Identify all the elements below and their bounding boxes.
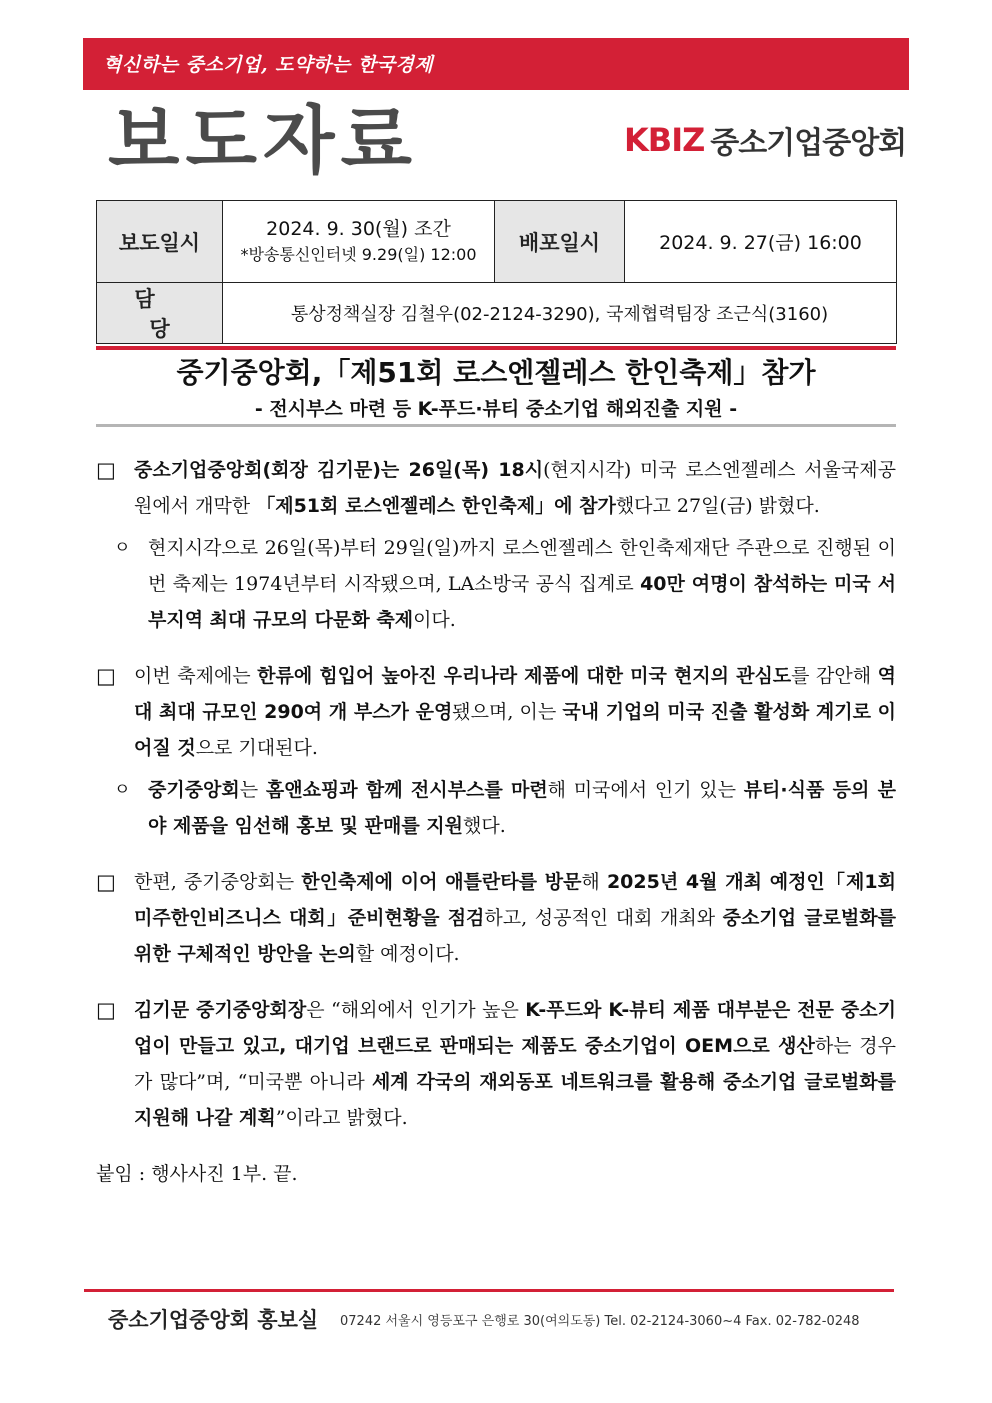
body-text: 이다. xyxy=(413,609,456,631)
slogan-banner xyxy=(83,38,909,90)
paragraph-2-text xyxy=(134,665,896,759)
body-text: 은 “해외에서 인기가 높은 xyxy=(306,999,526,1021)
distribution-date: 2024. 9. 27(금) 16:00 xyxy=(625,201,897,283)
emphasis-text: 한류에 힘입어 높아진 우리나라 제품에 대한 미국 현지의 관심도 xyxy=(257,665,792,687)
kbiz-logo-org: 중소기업중앙회 xyxy=(710,126,907,161)
paragraph-1-text xyxy=(134,459,896,517)
paragraph-2-sub-text xyxy=(148,779,896,837)
kbiz-logo xyxy=(624,118,906,162)
paragraph-1-sub-text xyxy=(148,537,896,631)
body-text: ”이라고 밝혔다. xyxy=(275,1107,408,1129)
emphasis-text: 중소기업 글로벌화를 위한 구체적인 방안을 논의 xyxy=(134,907,896,965)
appendix-note: 붙임 : 행사사진 1부. 끝. xyxy=(96,1163,298,1185)
footer-org: 중소기업중앙회 홍보실 xyxy=(108,1308,319,1332)
contact-label-cell xyxy=(97,283,223,344)
emphasis-text: 중기중앙회 xyxy=(148,779,240,801)
emphasis-text: 세계 각국의 재외동포 네트워크를 활용해 중소기업 글로벌화를 지원해 나갈 계획 xyxy=(134,1071,896,1129)
body-text: 한편, 중기중앙회는 xyxy=(134,871,302,893)
release-date: 2024. 9. 30(월) 조간 xyxy=(266,217,451,240)
document-title: 보도자료 xyxy=(108,98,418,184)
body-text: 됐으며, 이는 xyxy=(452,701,563,723)
body-text: 현지시각으로 26일(목)부터 29일(일)까지 로스엔젤레스 한인축제재단 주관으로 진행된 이번 축제는 1974년부터 시작됐으며, LA소방국 공식 집계로 xyxy=(148,537,896,595)
emphasis-text: 김기문 중기중앙회장 xyxy=(134,999,307,1021)
release-date-cell xyxy=(223,201,495,283)
headline: 중기중앙회,「제51회 로스엔젤레스 한인축제」참가 xyxy=(176,356,816,389)
body-text: 했다고 27일(금) 밝혔다. xyxy=(615,495,820,517)
paragraph-2-sub xyxy=(96,772,896,844)
release-broadcast-date: *방송통신인터넷 9.29(일) 12:00 xyxy=(240,244,477,264)
emphasis-text: 한인축제에 이어 애틀란타를 방문 xyxy=(301,871,582,893)
emphasis-text: 홈앤쇼핑과 함께 전시부스를 마련 xyxy=(265,779,548,801)
emphasis-text: K-푸드와 K-뷰티 제품 대부분은 전문 중소기업이 만들고 있고, 대기업 브랜드로 판매되는 제품도 중소기업이 OEM으로 생산 xyxy=(134,999,896,1057)
body-text: (현지시각) 미국 로스엔젤레스 서울국제공원에서 개막한 xyxy=(134,459,896,517)
square-bullet-icon: □ xyxy=(96,870,116,894)
contact-label: 담 당 xyxy=(134,287,200,341)
body-text: 해 미국에서 인기 있는 xyxy=(547,779,744,801)
square-bullet-icon: □ xyxy=(96,664,116,688)
emphasis-text: 뷰티·식품 등의 분야 제품을 임선해 홍보 및 판매를 지원 xyxy=(148,779,896,837)
body-text: 를 감안해 xyxy=(791,665,878,687)
release-date-label: 보도일시 xyxy=(97,201,223,283)
headline-bottom-rule xyxy=(96,424,896,427)
emphasis-text: 2025년 4월 개최 예정인「제1회 미주한인비즈니스 대회」준비현황을 점검 xyxy=(134,871,896,929)
circle-bullet-icon: ㅇ xyxy=(114,780,131,800)
body-text: 했다. xyxy=(463,815,506,837)
emphasis-text: 역대 최대 규모인 290여 개 부스가 운영 xyxy=(134,665,896,723)
paragraph-3-text xyxy=(134,871,896,965)
circle-bullet-icon: ㅇ xyxy=(114,538,131,558)
body-text: 는 xyxy=(239,779,266,801)
footer-rule xyxy=(84,1289,894,1292)
article-body xyxy=(96,452,896,1192)
body-text: 해 xyxy=(581,871,607,893)
body-text: 으로 기대된다. xyxy=(195,737,318,759)
paragraph-4-text xyxy=(134,999,896,1129)
square-bullet-icon: □ xyxy=(96,998,116,1022)
body-text: 할 예정이다. xyxy=(355,943,460,965)
body-text: 이번 축제에는 xyxy=(134,665,258,687)
kbiz-logo-mark: KBIZ xyxy=(624,121,705,159)
paragraph-2 xyxy=(96,658,896,766)
square-bullet-icon: □ xyxy=(96,458,116,482)
body-text: 하는 경우가 많다”며, “미국뿐 아니라 xyxy=(134,1035,896,1093)
paragraph-1-sub xyxy=(96,530,896,638)
contact-info: 통상정책실장 김철우(02-2124-3290), 국제협력팀장 조근식(3160) xyxy=(223,283,897,344)
emphasis-text: 국내 기업의 미국 진출 활성화 계기로 이어질 것 xyxy=(134,701,897,759)
headline-top-rule xyxy=(96,346,896,350)
paragraph-3 xyxy=(96,864,896,972)
paragraph-4 xyxy=(96,992,896,1136)
distribution-date-label: 배포일시 xyxy=(495,201,625,283)
subheadline: - 전시부스 마련 등 K-푸드·뷰티 중소기업 해외진출 지원 - xyxy=(254,398,738,420)
emphasis-text: 「제51회 로스엔젤레스 한인축제」에 참가 xyxy=(256,495,616,517)
release-info-table xyxy=(96,200,897,344)
slogan-text: 혁신하는 중소기업, 도약하는 한국경제 xyxy=(103,54,434,76)
emphasis-text: 40만 여명이 참석하는 미국 서부지역 최대 규모의 다문화 축제 xyxy=(148,573,897,631)
footer-address: 07242 서울시 영등포구 은행로 30(여의도동) Tel. 02-2124-3060~4 Fax. 02-782-0248 xyxy=(340,1314,860,1329)
body-text: 하고, 성공적인 대회 개최와 xyxy=(484,907,723,929)
emphasis-text: 중소기업중앙회(회장 김기문)는 26일(목) 18시 xyxy=(134,459,544,481)
paragraph-1 xyxy=(96,452,896,524)
